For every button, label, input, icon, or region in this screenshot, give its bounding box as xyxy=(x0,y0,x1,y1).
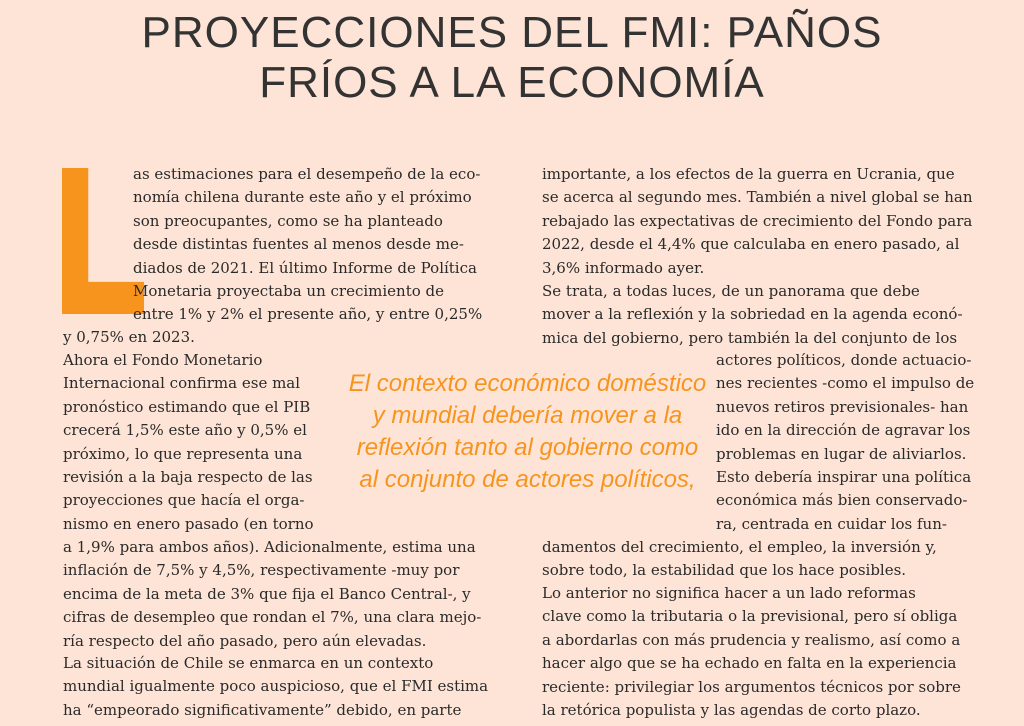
article-title xyxy=(0,8,1024,108)
title-line-2: FRÍOS A LA ECONOMÍA xyxy=(259,58,765,107)
col2-paragraph-2-start: Se trata, a todas luces, de un panorama que debe mover a la reflexión y la sobriedad en la agenda econó- mica del gobierno, pero también la del conjunto de los xyxy=(542,282,963,347)
col1-paragraph-3: La situación de Chile se enmarca en un contexto mundial igualmente poco auspicioso, que el FMI estima ha “empeorado significativamente” debido, en parte xyxy=(63,654,489,719)
col1-paragraph-2-end: a 1,9% para ambos años). Adicionalmente, estima una inflación de 7,5% y 4,5%, respectivamente -muy por encima de la meta de 3% que fija el Banco Central-, y cifras de desempleo que rondan el 7%, una clara mejo- ría respecto del año pasado, pero aún elevadas. xyxy=(63,538,482,650)
col2-paragraph-2-end: damentos del crecimiento, el empleo, la inversión y, sobre todo, la estabilidad que los hace posibles. xyxy=(542,538,937,580)
col1-paragraph-1-indented: as estimaciones para el desempeño de la eco- nomía chilena durante este año y el próximo son preocupantes, como se ha planteado desde distintas fuentes al menos desde me- diados de 2021. El último Informe de Política Monetaria proyectaba un crecimiento de entre 1% y 2% el presente año, y entre 0,25% xyxy=(133,165,483,324)
col1-paragraph-2-wrapped: Ahora el Fondo Monetario Internacional confirma ese mal pronóstico estimando que el PIB crecerá 1,5% este año y 0,5% el próximo, lo que representa una revisión a la baja respecto de las proyecciones que hacía el orga- nismo en enero pasado (en torno xyxy=(63,351,314,533)
col2-paragraph-3: Lo anterior no significa hacer a un lado reformas clave como la tributaria o la previsional, pero sí obliga a abordarlas con más prudencia y realismo, así como a hacer algo que se ha echado en falta en la experiencia reciente: privilegiar los argumentos técnicos por sobre la retórica populista y las agendas de corto plazo. xyxy=(542,584,961,720)
pull-quote: El contexto económico doméstico y mundial debería mover a la reflexión tanto al gobierno como al conjunto de actores políticos, xyxy=(348,370,707,493)
col2-paragraph-2-wrapped: actores políticos, donde actuacio- nes recientes -como el impulso de nuevos retiros previsionales- han ido en la dirección de agravar los problemas en lugar de aliviarlos. Esto debería inspirar una política económica más bien conservado- ra, centrada en cuidar los fun- xyxy=(716,351,975,533)
title-line-1: PROYECCIONES DEL FMI: PAÑOS xyxy=(141,8,883,57)
col1-paragraph-1-end: y 0,75% en 2023. xyxy=(63,328,195,346)
col2-paragraph-1: importante, a los efectos de la guerra en Ucrania, que se acerca al segundo mes. También a nivel global se han rebajado las expectativas de crecimiento del Fondo para 2022, desde el 4,4% que calculaba en enero pasado, al 3,6% informado ayer. xyxy=(542,165,973,277)
drop-cap-letter xyxy=(62,168,144,314)
